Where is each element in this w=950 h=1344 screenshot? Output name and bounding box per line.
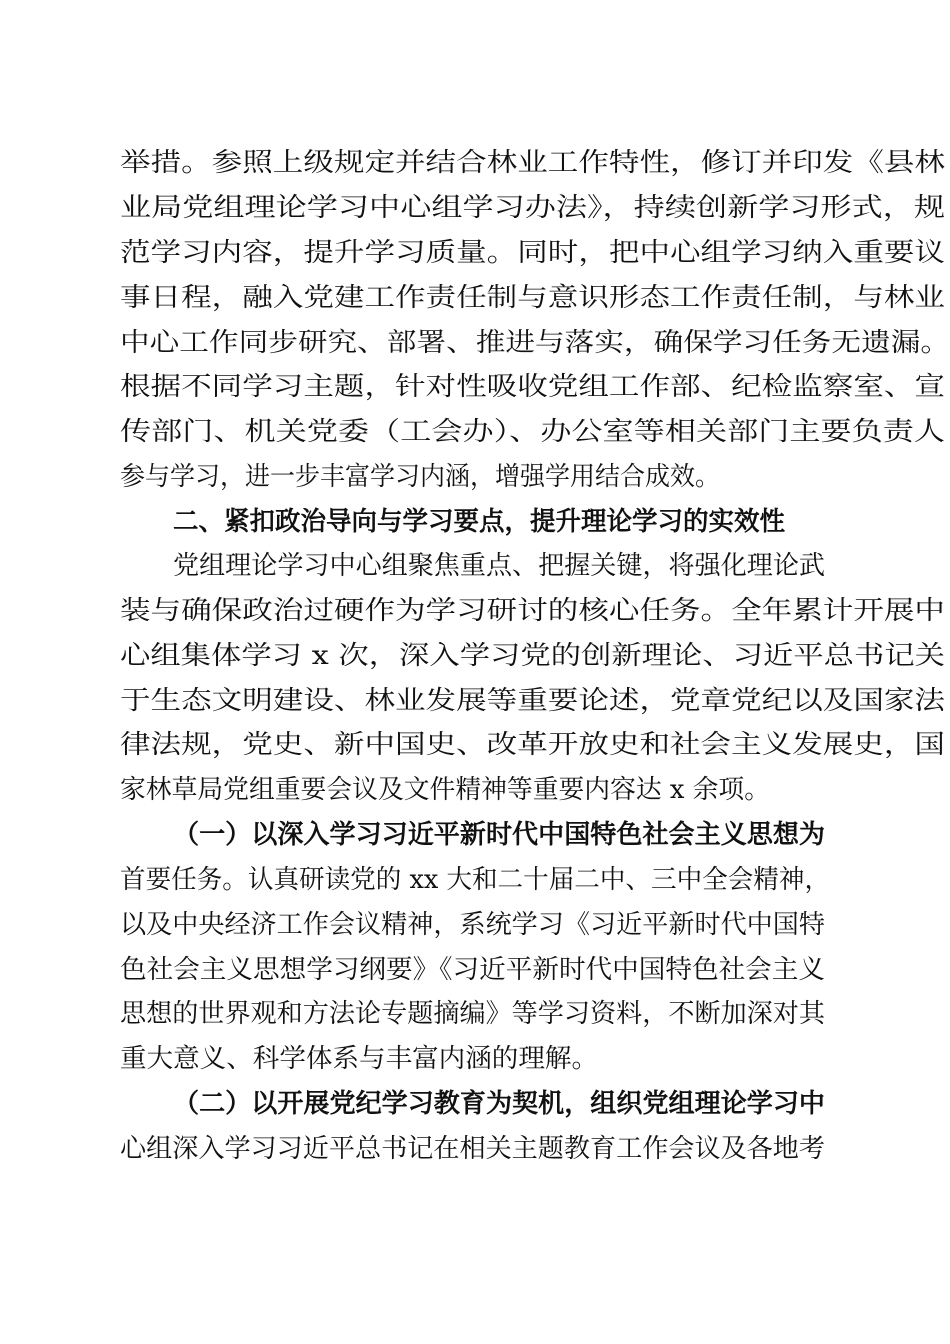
body-text-line: 举措。参照上级规定并结合林业工作特性，修订并印发《县林: [120, 148, 946, 178]
body-text-line: 律法规，党史、新中国史、改革开放史和社会主义发展史，国: [120, 730, 946, 760]
subsection-heading: （二）以开展党纪学习教育为契机，组织党组理论学习中: [173, 1089, 826, 1119]
body-text-line: 重大意义、科学体系与丰富内涵的理解。: [120, 1044, 599, 1074]
body-text-line: 思想的世界观和方法论专题摘编》等学习资料，不断加深对其: [120, 999, 826, 1029]
body-text-line: 心组深入学习习近平总书记在相关主题教育工作会议及各地考: [120, 1134, 826, 1164]
body-text-line: 装与确保政治过硬作为学习研讨的核心任务。全年累计开展中: [120, 596, 946, 626]
body-text-line: 首要任务。认真研读党的 xx 大和二十届二中、三中全会精神，: [120, 865, 831, 895]
body-text-line: 家林草局党组重要会议及文件精神等重要内容达 x 余项。: [120, 775, 771, 805]
body-text-line: 以及中央经济工作会议精神，系统学习《习近平新时代中国特: [120, 910, 826, 940]
section-heading: 二、紧扣政治导向与学习要点，提升理论学习的实效性: [173, 507, 786, 537]
body-text-line: 根据不同学习主题，针对性吸收党组工作部、纪检监察室、宣: [120, 372, 946, 402]
body-text-line: 党组理论学习中心组聚焦重点、把握关键，将强化理论武: [173, 551, 826, 581]
body-text-line: 于生态文明建设、林业发展等重要论述，党章党纪以及国家法: [120, 686, 946, 716]
body-text-line: 传部门、机关党委（工会办）、办公室等相关部门主要负责人: [120, 417, 946, 447]
body-text-line: 事日程，融入党建工作责任制与意识形态工作责任制，与林业: [120, 283, 946, 313]
body-text-line: 心组集体学习 x 次，深入学习党的创新理论、习近平总书记关: [120, 641, 946, 671]
body-text-line: 参与学习，进一步丰富学习内涵，增强学用结合成效。: [120, 462, 720, 492]
subsection-heading: （一）以深入学习习近平新时代中国特色社会主义思想为: [173, 820, 826, 850]
body-text-line: 色社会主义思想学习纲要》《习近平新时代中国特色社会主义: [120, 955, 826, 985]
body-text-line: 业局党组理论学习中心组学习办法》，持续创新学习形式，规: [120, 193, 946, 223]
body-text-line: 中心工作同步研究、部署、推进与落实，确保学习任务无遗漏。: [120, 328, 950, 358]
body-text-line: 范学习内容，提升学习质量。同时，把中心组学习纳入重要议: [120, 238, 946, 268]
